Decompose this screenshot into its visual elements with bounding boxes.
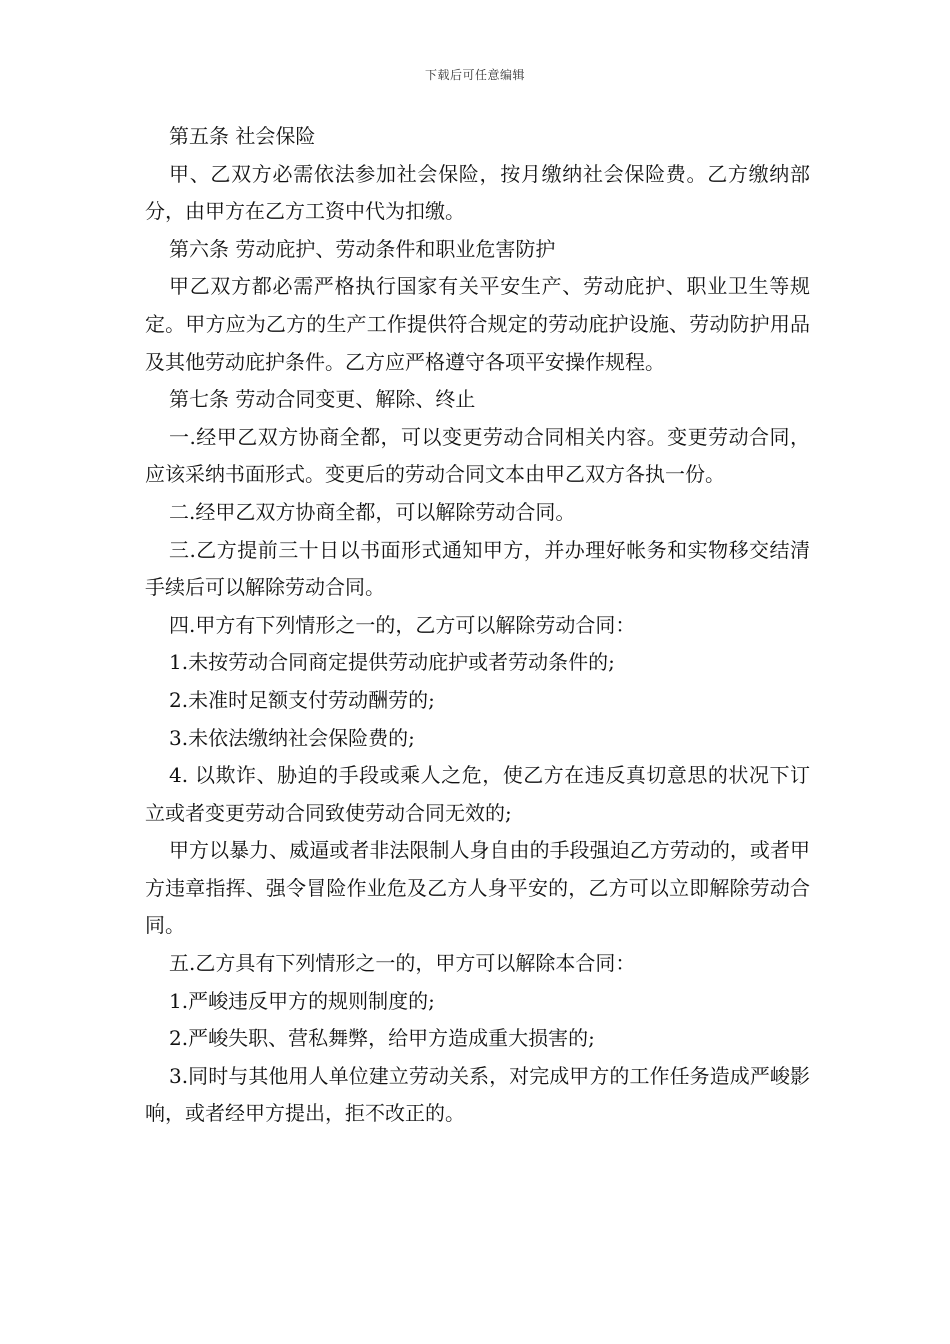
paragraph: 五.乙方具有下列情形之一的，甲方可以解除本合同：: [169, 951, 636, 976]
header-note: 下载后可任意编辑: [424, 68, 525, 82]
section-heading-5: 第五条 社会保险: [169, 124, 316, 148]
list-item: 3.同时与其他用人单位建立劳动关系，对完成甲方的工作任务造成严峻影响，或者经甲方提出，拒不改正的。: [145, 1063, 810, 1126]
list-item: 1.未按劳动合同商定提供劳动庇护或者劳动条件的;: [169, 650, 615, 675]
list-item: 4. 以欺诈、胁迫的手段或乘人之危，使乙方在违反真切意思的状况下订立或者变更劳动合同致使劳动合同无效的;: [145, 763, 810, 825]
paragraph: 二.经甲乙双方协商全都，可以解除劳动合同。: [169, 499, 576, 524]
list-item: 2.严峻失职、营私舞弊，给甲方造成重大损害的;: [169, 1026, 595, 1051]
section-heading-6: 第六条 劳动庇护、劳动条件和职业危害防护: [169, 236, 556, 261]
paragraph: 甲乙双方都必需严格执行国家有关平安生产、劳动庇护、职业卫生等规定。甲方应为乙方的生产工作提供符合规定的劳动庇护设施、劳动防护用品及其他劳动庇护条件。乙方应严格遵守各项平安操作规程。: [145, 274, 810, 374]
paragraph: 四.甲方有下列情形之一的，乙方可以解除劳动合同：: [169, 612, 636, 637]
list-item: 1.严峻违反甲方的规则制度的;: [169, 988, 435, 1013]
section-heading-7: 第七条 劳动合同变更、解除、终止: [169, 387, 476, 412]
list-item: 2.未准时足额支付劳动酬劳的;: [169, 687, 435, 712]
paragraph: 甲、乙双方必需依法参加社会保险，按月缴纳社会保险费。乙方缴纳部分，由甲方在乙方工资中代为扣缴。: [145, 161, 810, 224]
document-body: [145, 118, 810, 1133]
paragraph: 一.经甲乙双方协商全都，可以变更劳动合同相关内容。变更劳动合同，应该采纳书面形式。变更后的劳动合同文本由甲乙双方各执一份。: [145, 424, 810, 487]
list-item: 3.未依法缴纳社会保险费的;: [169, 725, 415, 750]
paragraph: 三.乙方提前三十日以书面形式通知甲方，并办理好帐务和实物移交结清手续后可以解除劳动合同。: [145, 537, 810, 600]
paragraph: 甲方以暴力、威逼或者非法限制人身自由的手段强迫乙方劳动的，或者甲方违章指挥、强令冒险作业危及乙方人身平安的，乙方可以立即解除劳动合同。: [145, 838, 810, 938]
